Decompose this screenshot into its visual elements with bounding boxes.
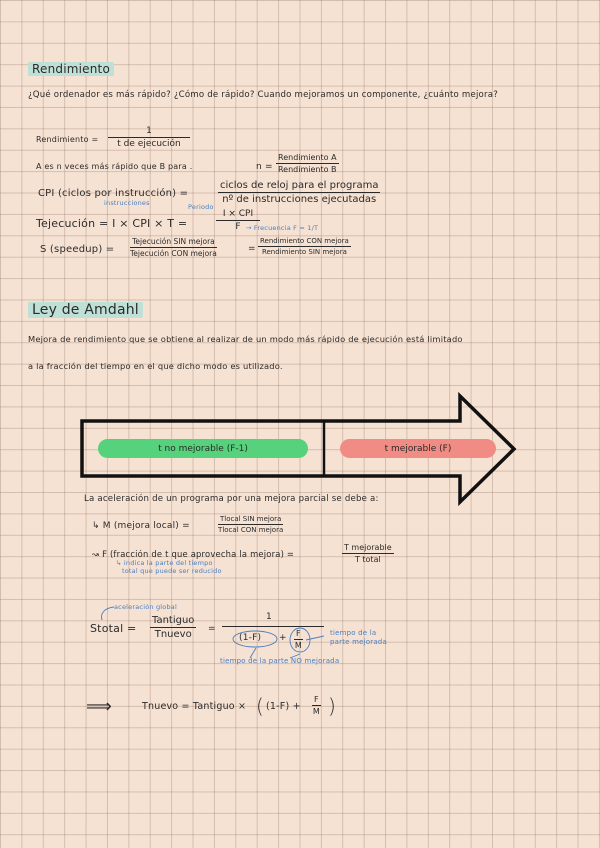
arrow-global	[102, 607, 115, 620]
note-instrucciones: instrucciones	[104, 199, 150, 207]
rendimiento-fraction: 1 t de ejecución	[108, 126, 190, 149]
one-minus-f: (1-F)	[239, 633, 262, 643]
f-note-line1: ↳ indica la parte del tiempo	[116, 559, 213, 567]
note-aceleracion-global: aceleración global	[114, 603, 177, 611]
n-fraction: Rendimiento A Rendimiento B	[277, 153, 337, 174]
f-note-line2: total que puede ser reducido	[122, 567, 222, 575]
amdahl-description-line2: a la fracción del tiempo en el que dicho modo es utilizado.	[28, 361, 283, 371]
tnuevo-f-over-m: $\frac{F}{M}$	[312, 695, 320, 716]
stotal-label: Stotal =	[90, 622, 137, 635]
section-heading-amdahl: Ley de Amdahl	[28, 302, 143, 318]
arrow-mejorada	[306, 636, 324, 640]
speedup-label: S (speedup) =	[40, 244, 115, 255]
stotal-numerator-one: 1	[266, 612, 272, 622]
note-tiempo-parte-mejorada: tiempo de la parte mejorada	[330, 629, 387, 646]
pill-t-no-mejorable: t no mejorable (F-1)	[98, 439, 308, 458]
f-over-m: $\frac{F}{M}$	[294, 629, 302, 650]
aceleracion-text: La aceleración de un programa por una mejora parcial se debe a:	[84, 494, 379, 504]
open-paren: (	[256, 694, 265, 718]
implies-arrow: ⟹	[86, 696, 113, 717]
f-fraction: T mejorable T total	[344, 543, 392, 564]
stotal-equals: =	[208, 624, 216, 634]
n-equals: n =	[256, 162, 273, 172]
f-label: ↝ F (fracción de t que aprovecha la mejora) =	[92, 549, 295, 559]
note-tiempo-no-mejorada: tiempo de la parte NO mejorada	[220, 657, 340, 665]
tejecucion-label: Tejecución = I × CPI × T =	[36, 217, 188, 230]
stotal-fraction-tiempos: Tantiguo Tnuevo	[152, 615, 195, 640]
pill-t-mejorable: t mejorable (F)	[340, 439, 496, 458]
speedup-equals: =	[248, 244, 256, 254]
tnuevo-one-minus-f: (1-F) +	[266, 701, 301, 712]
close-paren: )	[328, 694, 337, 718]
amdahl-description-line1: Mejora de rendimiento que se obtiene al realizar de un modo más rápido de ejecución está limitado	[28, 334, 463, 344]
n-veces-text: A es n veces más rápido que B para .	[36, 162, 193, 171]
speedup-fraction-tiempos: Tejecución SIN mejora Tejecución CON mejora	[130, 237, 217, 258]
note-periodo: Periodo	[188, 203, 214, 211]
rendimiento-label: Rendimiento =	[36, 135, 99, 144]
cpi-fraction: ciclos de reloj para el programa nº de instrucciones ejecutadas	[220, 180, 379, 205]
question-text: ¿Qué ordenador es más rápido? ¿Cómo de rápido? Cuando mejoramos un componente, ¿cuánto mejora?	[28, 90, 498, 100]
cpi-label: CPI (ciclos por instrucción) =	[38, 188, 189, 199]
m-label: ↳ M (mejora local) =	[92, 521, 190, 531]
section-heading-rendimiento: Rendimiento	[28, 62, 114, 76]
tejecucion-fraction: I × CPI F	[216, 209, 260, 232]
stotal-fraction-bar	[222, 626, 324, 627]
tnuevo-label: Tnuevo = Tantiguo ×	[142, 701, 247, 712]
m-fraction: Tlocal SIN mejora Tlocal CON mejora	[218, 515, 284, 534]
note-frecuencia: → Frecuencia F = 1/T	[246, 224, 319, 232]
plus-sign: +	[279, 633, 287, 643]
speedup-fraction-rendimientos: Rendimiento CON mejora Rendimiento SIN mejora	[260, 237, 349, 256]
